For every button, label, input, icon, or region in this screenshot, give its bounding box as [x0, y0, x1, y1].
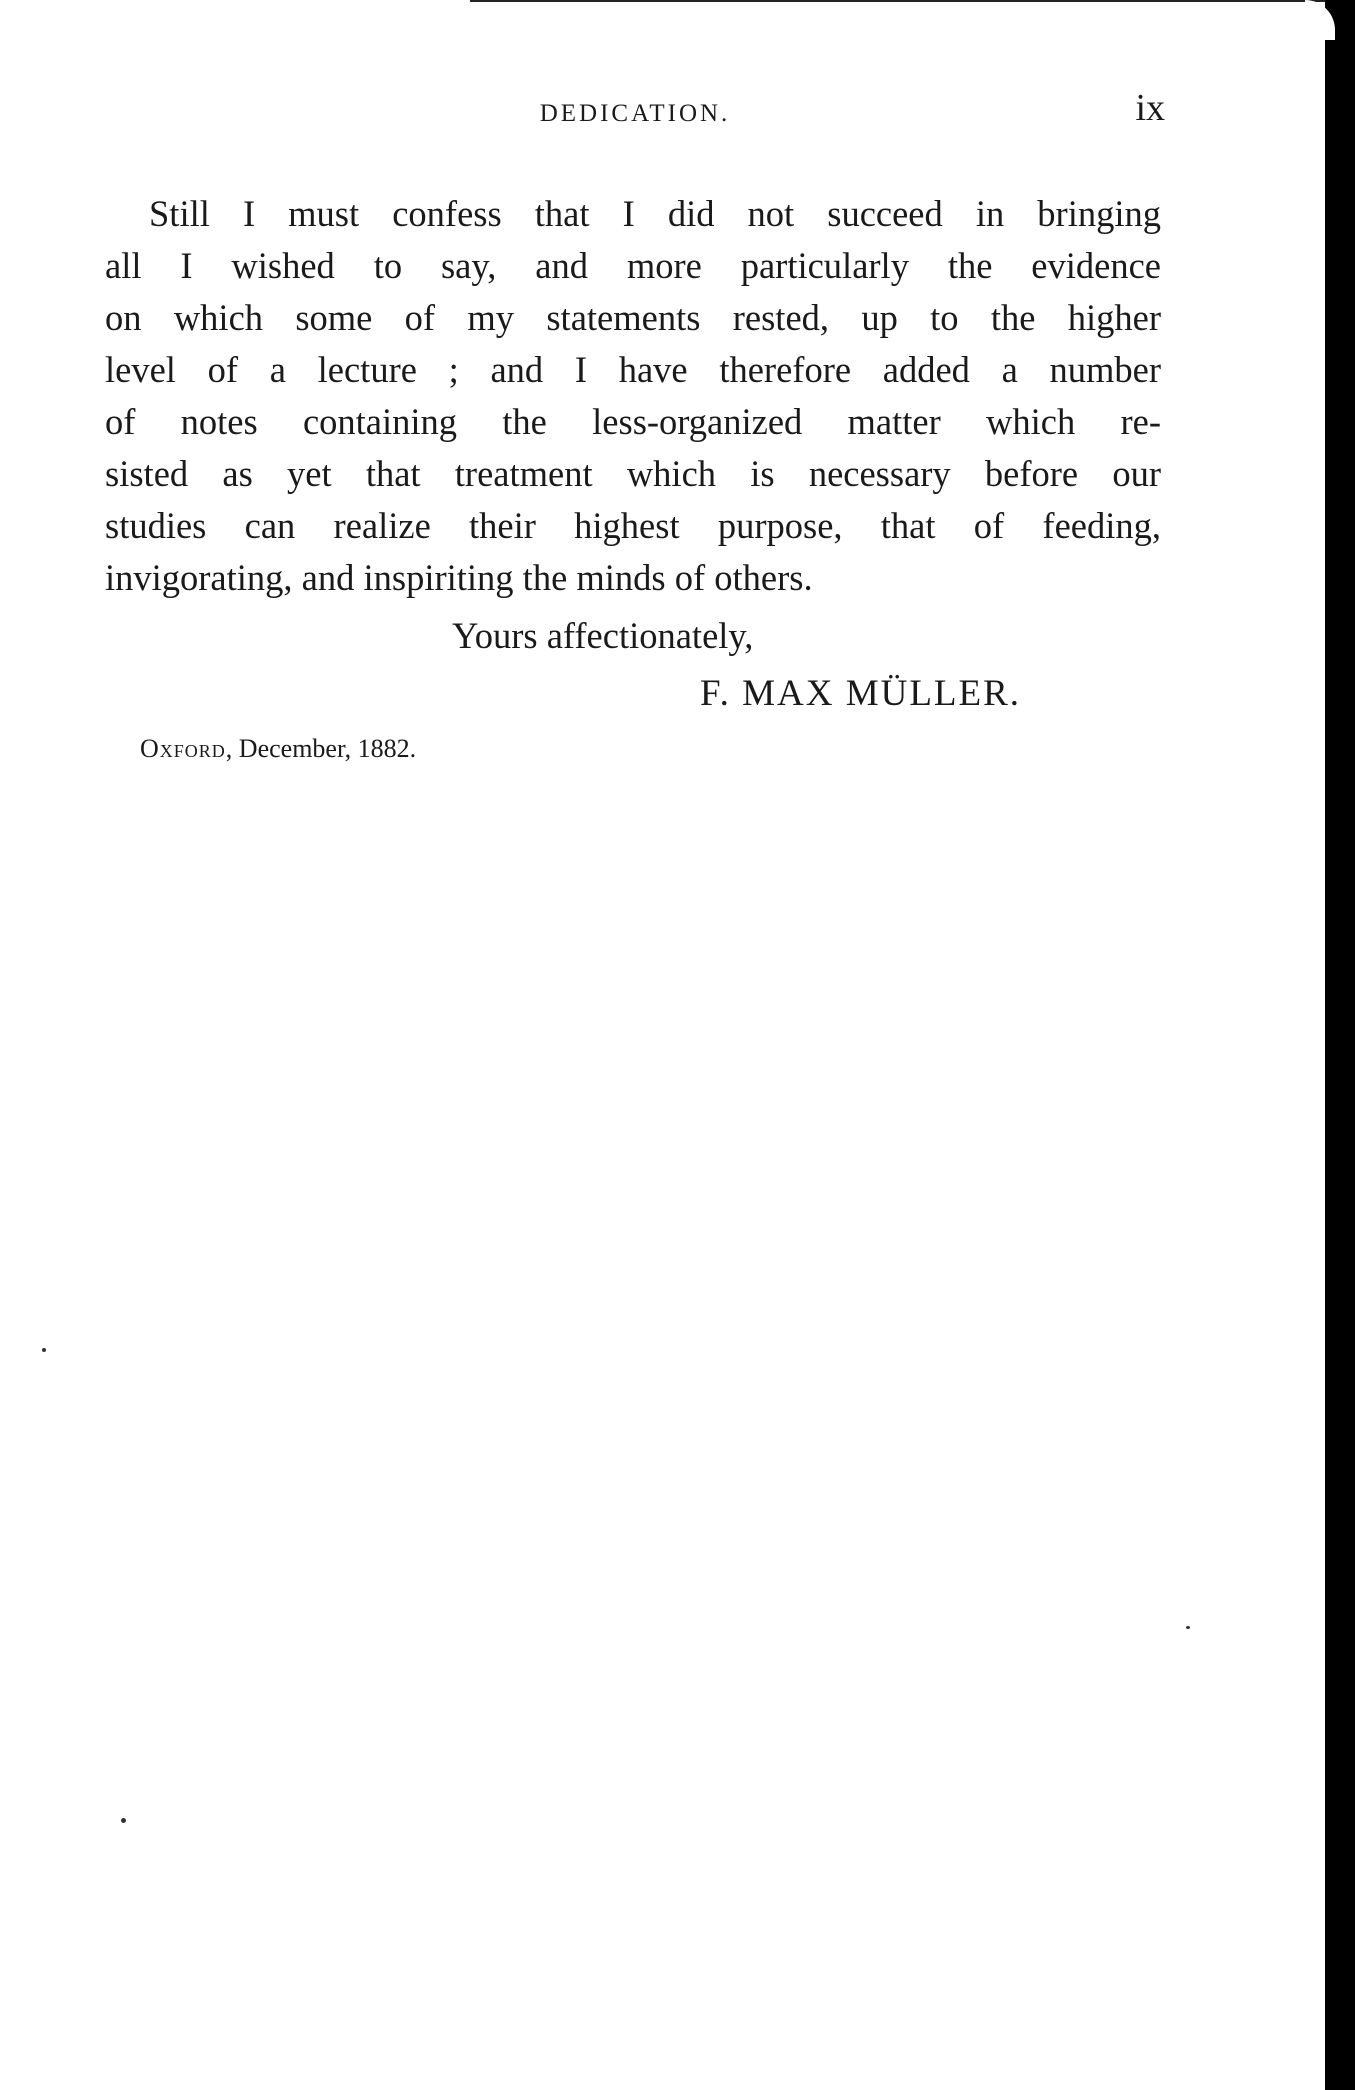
- paper-speck: [42, 1348, 46, 1352]
- paragraph-line: all I wished to say, and more particularly the evidence: [105, 245, 1161, 286]
- paper-speck: [121, 1818, 126, 1823]
- dedication-paragraph: [105, 188, 1161, 604]
- paragraph-line: Still I must confess that I did not succeed in bringing: [149, 193, 1161, 234]
- paragraph-line: invigorating, and inspiriting the minds of others.: [105, 557, 813, 598]
- date-text: , December, 1882.: [225, 734, 417, 763]
- paragraph-line: on which some of my statements rested, up to the higher: [105, 297, 1161, 338]
- author-signature: F. MAX MÜLLER.: [700, 673, 1022, 714]
- place-name: Oxford: [140, 734, 226, 763]
- top-border-line: [470, 0, 1325, 2]
- page-right-edge: [1325, 0, 1355, 2090]
- page-number: ix: [1135, 87, 1165, 129]
- paragraph-line: sisted as yet that treatment which is necessary before our: [105, 453, 1161, 494]
- paragraph-line: studies can realize their highest purpose, that of feeding,: [105, 505, 1161, 546]
- paper-speck: [1186, 1626, 1190, 1629]
- paragraph-line: of notes containing the less-organized matter which re-: [105, 401, 1161, 442]
- place-and-date: [140, 734, 416, 764]
- paragraph-line: level of a lecture ; and I have therefore added a number: [105, 349, 1161, 390]
- page-header: [105, 86, 1165, 136]
- closing-salutation: Yours affectionately,: [452, 615, 754, 656]
- running-head: DEDICATION.: [539, 100, 731, 127]
